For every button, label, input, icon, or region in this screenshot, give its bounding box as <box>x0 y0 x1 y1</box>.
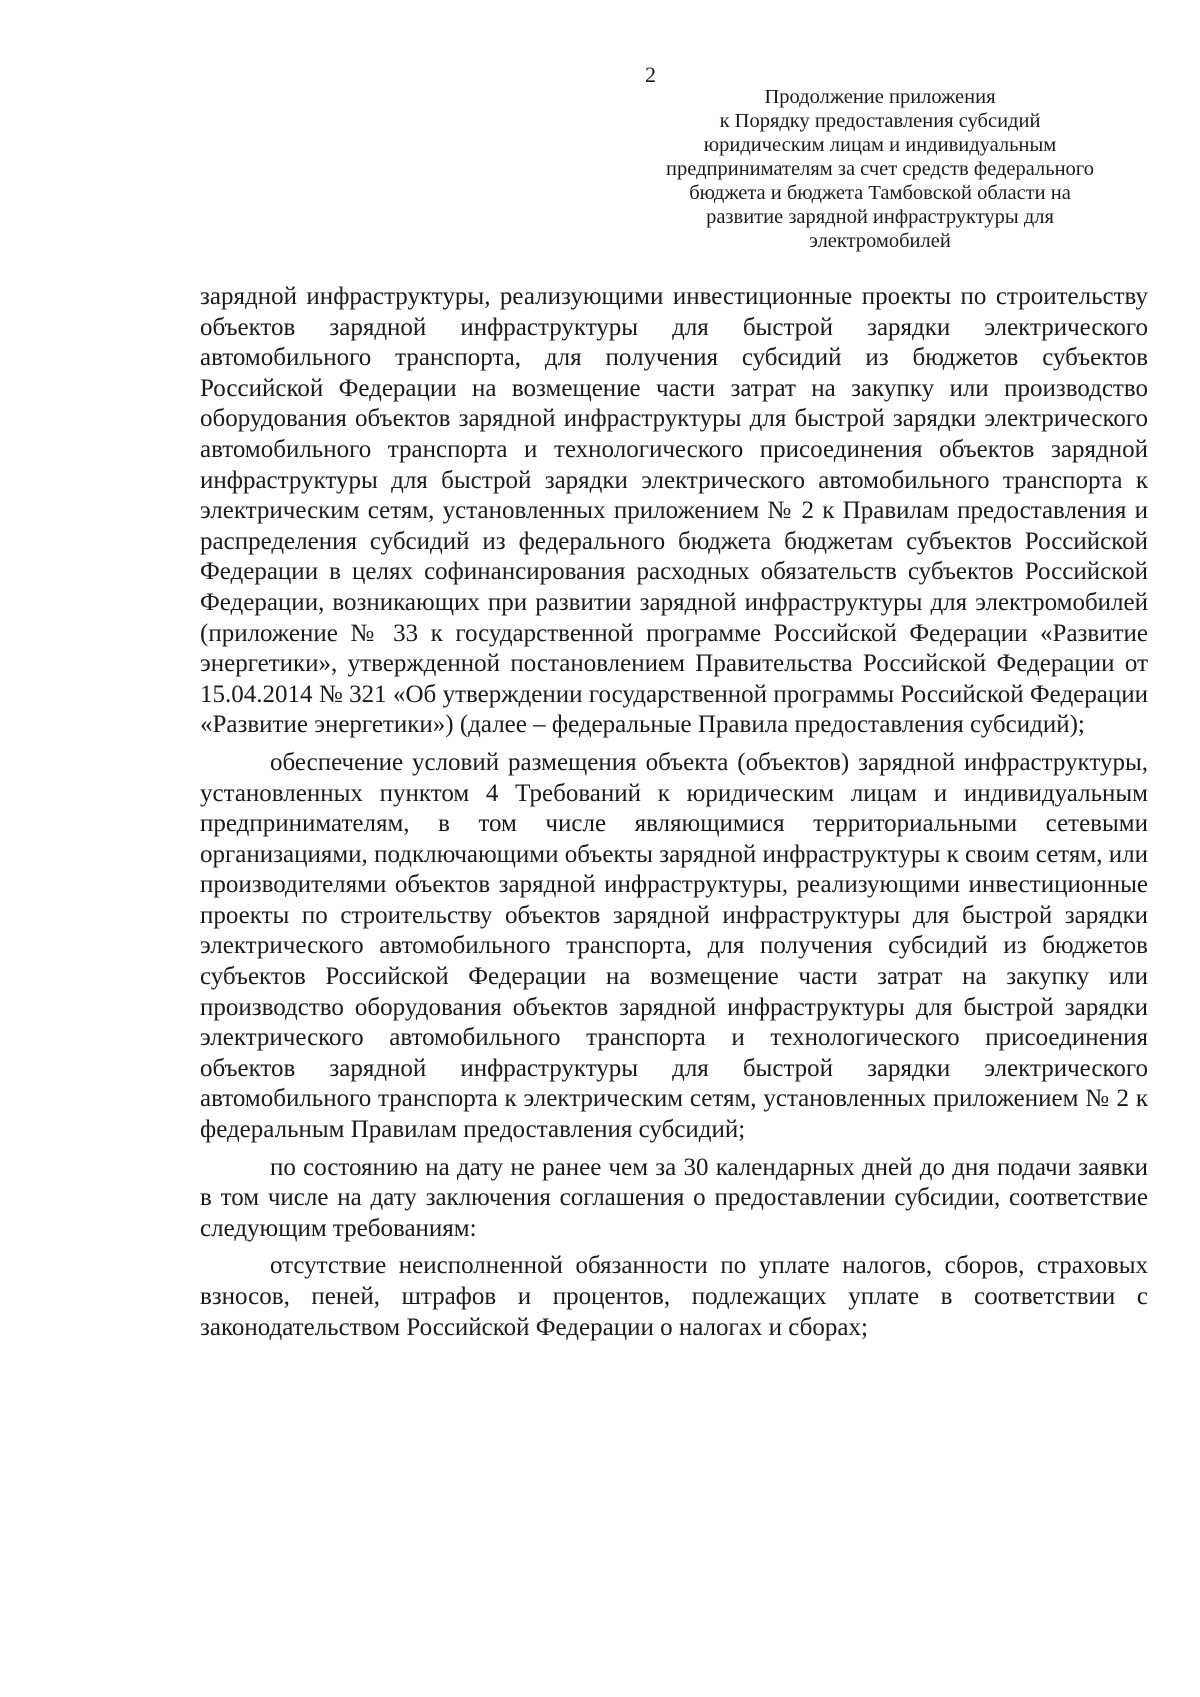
header-line: к Порядку предоставления субсидий <box>719 110 1041 132</box>
header-line: юридическим лицам и индивидуальным <box>703 134 1057 156</box>
paragraph-tax-obligations: отсутствие неисполненной обязанности по уплате налогов, сборов, страховых взносов, пеней, штрафов и процентов, подлежащих уплате в соответствии с законодательством Российской Федерации о налогах и сборах; <box>200 1252 1148 1341</box>
header-line: развитие зарядной инфраструктуры для <box>706 206 1054 228</box>
paragraph-placement-conditions: обеспечение условий размещения объекта (объектов) зарядной инфраструктуры, установленных пунктом 4 Требований к юридическим лицам и индивидуальным предпринимателям, в том числе являющимися территориальными сетевыми организациями, подключающими объекты зарядной инфраструктуры к своим сетям, или производителями объектов зарядной инфраструктуры, реализующими инвестиционные проекты по строительству объектов зарядной инфраструктуры для быстрой зарядки электрического автомобильного транспорта, для получения субсидий из бюджетов субъектов Российской Федерации на возмещение части затрат на закупку или производство оборудования объектов зарядной инфраструктуры для быстрой зарядки электрического автомобильного транспорта и технологического присоединения объектов зарядной инфраструктуры для быстрой зарядки электрического автомобильного транспорта к электрическим сетям, установленных приложением № 2 к федеральным Правилам предоставления субсидий; <box>200 748 1148 1144</box>
page-number: 2 <box>645 62 656 87</box>
appendix-header <box>620 85 1140 253</box>
document-body <box>200 282 1148 1344</box>
paragraph-requirements-date: по состоянию на дату не ранее чем за 30 календарных дней до дня подачи заявки в том числе на дату заключения соглашения о предоставлении субсидии, соответствие следующим требованиям: <box>200 1153 1148 1242</box>
header-line: бюджета и бюджета Тамбовской области на <box>689 182 1071 204</box>
header-line: предпринимателям за счет средств федерального <box>666 158 1094 180</box>
header-line: Продолжение приложения <box>764 86 996 108</box>
header-line: электромобилей <box>809 230 951 252</box>
paragraph-continuation: зарядной инфраструктуры, реализующими инвестиционные проекты по строительству объектов зарядной инфраструктуры для быстрой зарядки электрического автомобильного транспорта, для получения субсидий из бюджетов субъектов Российской Федерации на возмещение части затрат на закупку или производство оборудования объектов зарядной инфраструктуры для быстрой зарядки электрического автомобильного транспорта и технологического присоединения объектов зарядной инфраструктуры для быстрой зарядки электрического автомобильного транспорта к электрическим сетям, установленных приложением № 2 к Правилам предоставления и распределения субсидий из федерального бюджета бюджетам субъектов Российской Федерации в целях софинансирования расходных обязательств субъектов Российской Федерации, возникающих при развитии зарядной инфраструктуры для электромобилей (приложение № 33 к государственной программе Российской Федерации «Развитие энергетики», утвержденной постановлением Правительства Российской Федерации от 15.04.2014 № 321 «Об утверждении государственной программы Российской Федерации «Развитие энергетики») (далее – федеральные Правила предоставления субсидий); <box>200 283 1148 739</box>
